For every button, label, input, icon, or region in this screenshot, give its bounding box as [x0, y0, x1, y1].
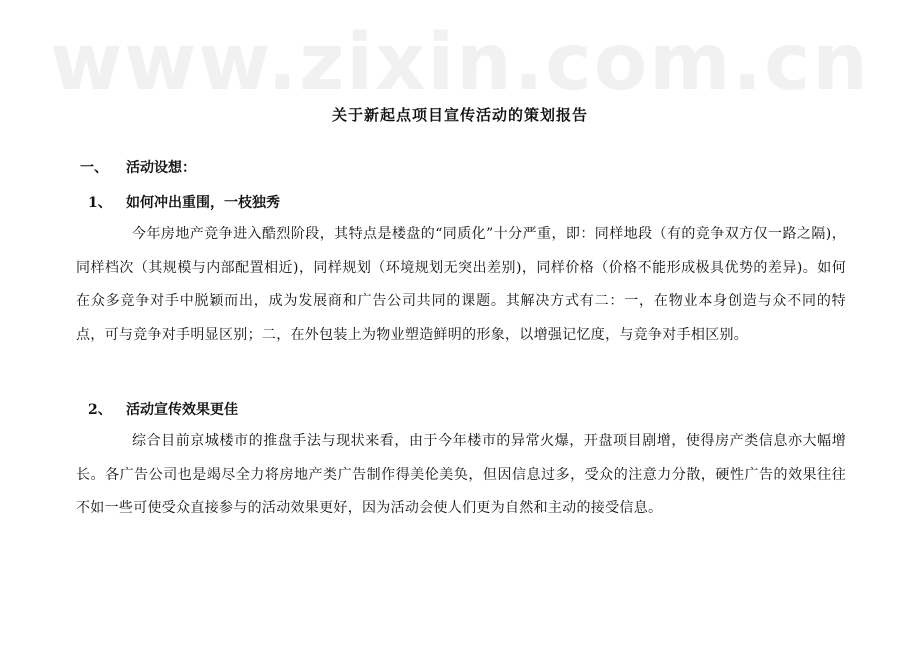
document-title: 关于新起点项目宣传活动的策划报告: [331, 106, 588, 124]
subsection-number: 2、: [88, 402, 112, 418]
body-paragraph-2: 综合目前京城楼市的推盘手法与现状来看，由于今年楼市的异常火爆，开盘项目剧增，使得房产类信息亦大幅增长。各广告公司也是竭尽全力将房地产类广告制作得美伦美奂，但因信息过多，受众的注意力分散，硬性广告的效果往往不如一些可使受众直接参与的活动效果更好，因为活动会使人们更为自然和主动的接受信息。: [76, 433, 846, 516]
subsection-number: 1、: [88, 195, 112, 211]
section-number: 一、: [80, 160, 108, 176]
section-heading-text: 活动设想：: [126, 160, 196, 176]
subsection-heading-text: 如何冲出重围，一枝独秀: [126, 195, 280, 211]
subsection-heading-text: 活动宣传效果更佳: [126, 402, 238, 418]
body-paragraph-1: 今年房地产竞争进入酷烈阶段，其特点是楼盘的“同质化”十分严重，即：同样地段（有的竞争双方仅一路之隔)，同样档次（其规模与内部配置相近)，同样规划（环境规划无突出差别)，同样价格（价格不能形成极具优势的差异)。如何在众多竞争对手中脱颖而出，成为发展商和广告公司共同的课题。其解决方式有二：一，在物业本身创造与众不同的特点，可与竞争对手明显区别；二，在外包装上为物业塑造鲜明的形象，以增强记忆度，与竞争对手相区别。: [76, 226, 846, 343]
watermark: www.zixin.com.cn: [50, 18, 870, 108]
